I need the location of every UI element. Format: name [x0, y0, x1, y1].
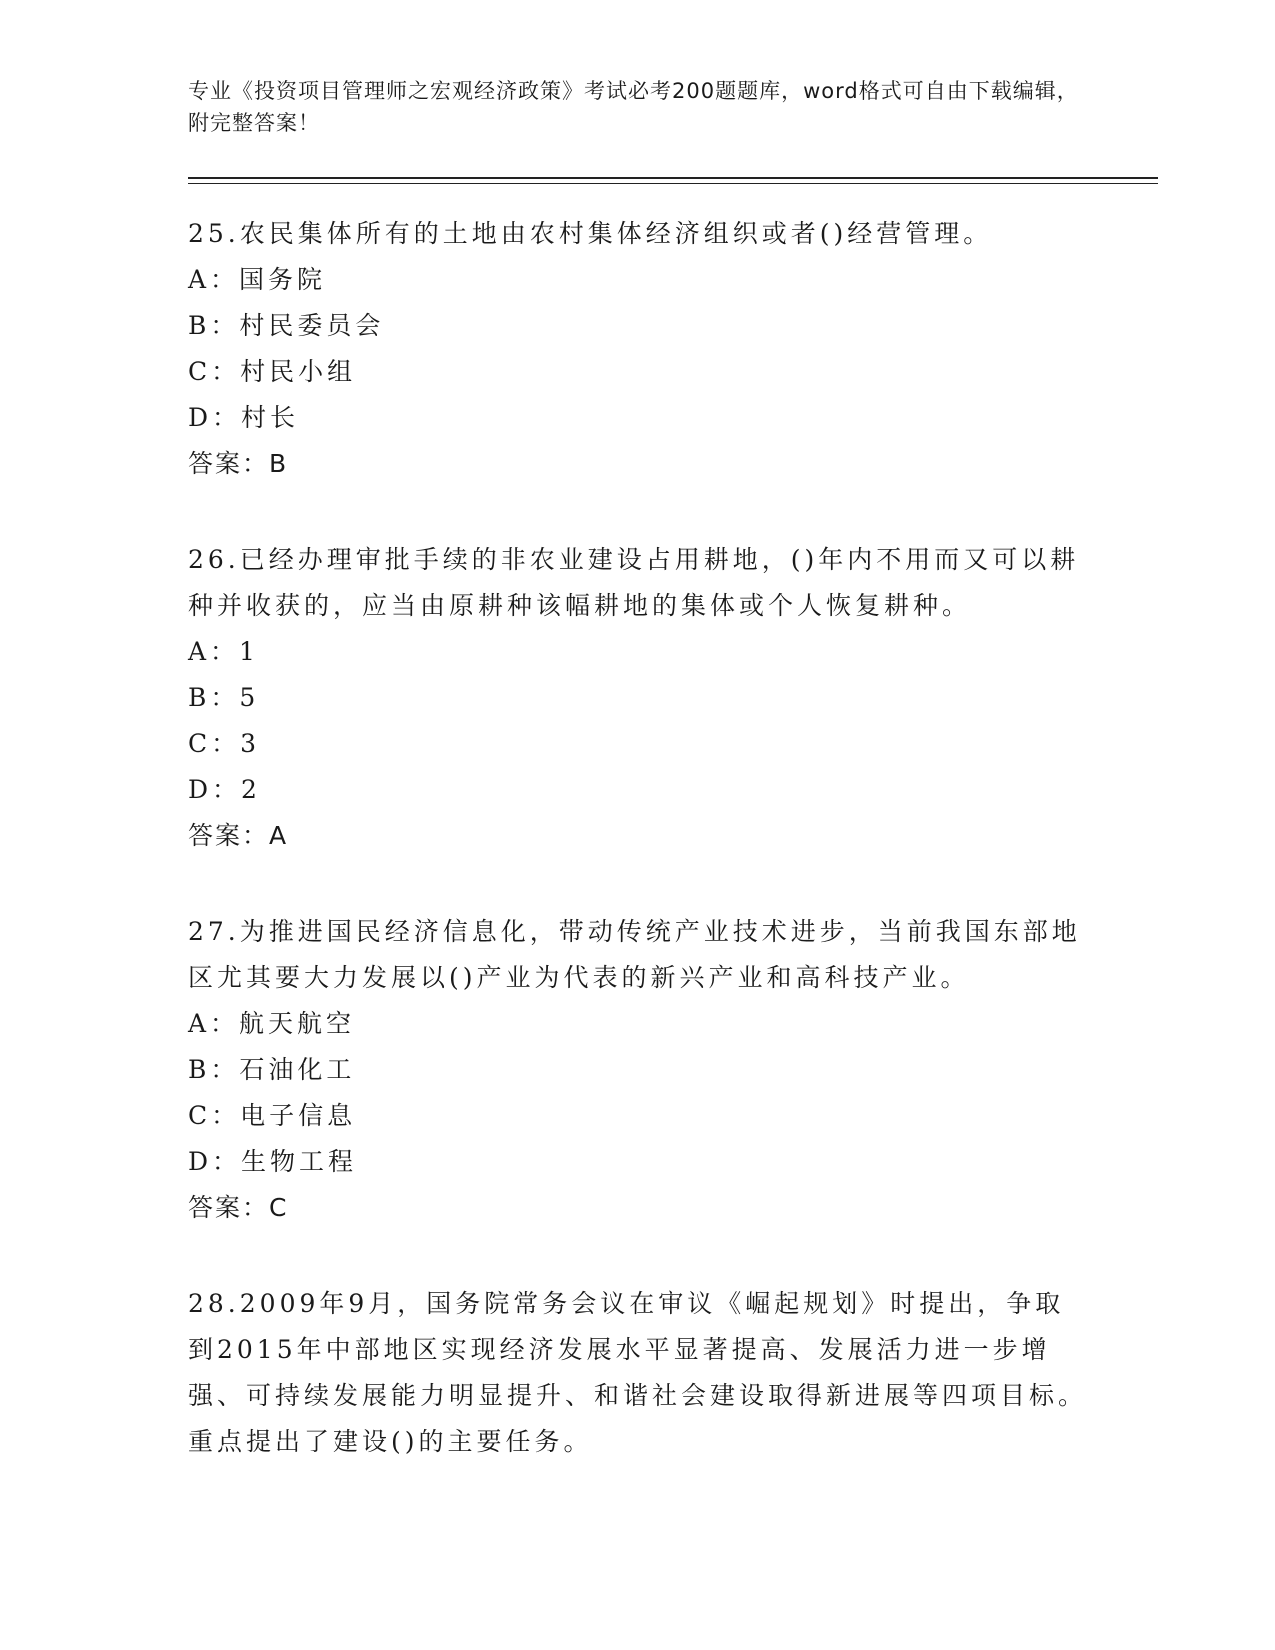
question-28	[188, 1281, 1088, 1465]
header-divider-thin	[188, 183, 1158, 184]
option-c: C：村民小组	[188, 357, 357, 386]
question-26	[188, 537, 1088, 859]
answer: 答案：B	[188, 449, 289, 478]
question-list	[188, 205, 1088, 1515]
option-b: B：5	[188, 683, 260, 712]
option-d: D：生物工程	[188, 1147, 358, 1176]
document-intro: 专业《投资项目管理师之宏观经济政策》考试必考200题题库，word格式可自由下载编辑，附完整答案！	[188, 79, 1079, 135]
question-stem: 25.农民集体所有的土地由农村集体经济组织或者()经营管理。	[188, 219, 993, 248]
option-a: A：1	[188, 637, 259, 666]
question-25	[188, 211, 1088, 487]
option-b: B：村民委员会	[188, 311, 385, 340]
question-stem: 27.为推进国民经济信息化，带动传统产业技术进步，当前我国东部地区尤其要大力发展以()产业为代表的新兴产业和高科技产业。	[188, 917, 1081, 992]
option-a: A：航天航空	[188, 1009, 356, 1038]
option-c: C：3	[188, 729, 261, 758]
option-d: D：村长	[188, 403, 300, 432]
answer: 答案：A	[188, 821, 289, 850]
question-stem: 28.2009年9月，国务院常务会议在审议《崛起规划》时提出，争取到2015年中部地区实现经济发展水平显著提高、发展活力进一步增强、可持续发展能力明显提升、和谐社会建设取得新进展等四项目标。重点提出了建设()的主要任务。	[188, 1289, 1088, 1456]
header-divider	[188, 177, 1158, 179]
option-c: C：电子信息	[188, 1101, 357, 1130]
question-stem: 26.已经办理审批手续的非农业建设占用耕地，()年内不用而又可以耕种并收获的，应当由原耕种该幅耕地的集体或个人恢复耕种。	[188, 545, 1080, 620]
answer: 答案：C	[188, 1193, 289, 1222]
option-d: D：2	[188, 775, 261, 804]
question-27	[188, 909, 1088, 1231]
option-b: B：石油化工	[188, 1055, 356, 1084]
option-a: A：国务院	[188, 265, 327, 294]
